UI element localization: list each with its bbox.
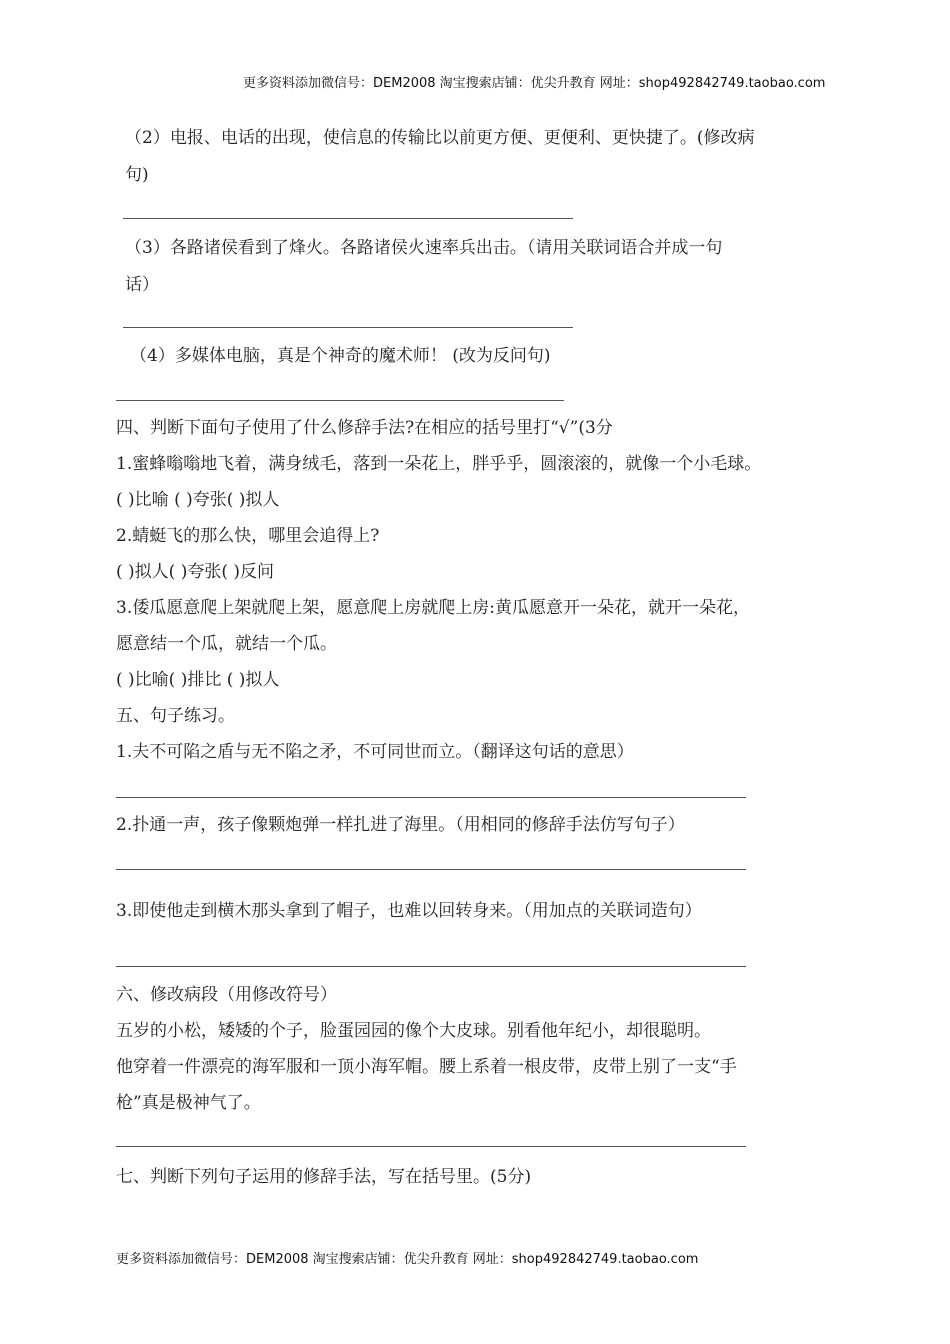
section-5-item-3: 3.即使他走到横木那头拿到了帽子，也难以回转身来。（用加点的关联词造句） <box>116 901 702 921</box>
question-3-3-line-2: 话） <box>125 275 159 295</box>
answer-line <box>116 797 746 798</box>
section-6-paragraph-line-3: 枪”真是极神气了。 <box>116 1093 261 1113</box>
section-4-title: 四、判断下面句子使用了什么修辞手法?在相应的括号里打“√”(3分 <box>116 418 613 438</box>
question-3-3-line-1: （3）各路诸侯看到了烽火。各路诸侯火速率兵出击。（请用关联词语合并成一句 <box>125 238 723 258</box>
question-3-2-line-1: （2）电报、电话的出现，使信息的传输比以前更方便、更便利、更快捷了。(修改病 <box>125 128 755 148</box>
answer-line <box>116 966 746 967</box>
section-6-paragraph-line-2: 他穿着一件漂亮的海军服和一顶小海军帽。腰上系着一根皮带，皮带上别了一支“手 <box>116 1057 737 1077</box>
section-5-item-1: 1.夫不可陷之盾与无不陷之矛，不可同世而立。（翻译这句话的意思） <box>116 742 634 762</box>
section-4-item-1-options: ( )比喻 ( )夸张( )拟人 <box>116 490 280 510</box>
section-6-paragraph-line-1: 五岁的小松，矮矮的个子，脸蛋园园的像个大皮球。别看他年纪小，却很聪明。 <box>116 1021 711 1041</box>
page-header: 更多资料添加微信号：DEM2008 淘宝搜索店铺：优尖升教育 网址：shop492842749.taobao.com <box>243 76 826 91</box>
section-4-item-3-options: ( )比喻( )排比 ( )拟人 <box>116 670 280 690</box>
section-4-item-3-line-2: 愿意结一个瓜，就结一个瓜。 <box>116 634 337 654</box>
answer-line <box>123 218 573 219</box>
section-4-item-2-options: ( )拟人( )夸张( )反问 <box>116 562 275 582</box>
section-7-title: 七、判断下列句子运用的修辞手法，写在括号里。(5分) <box>116 1167 532 1187</box>
section-4-item-2: 2.蜻蜓飞的那么快，哪里会追得上? <box>116 526 380 546</box>
answer-line <box>123 327 573 328</box>
section-6-title: 六、修改病段（用修改符号） <box>116 985 337 1005</box>
question-3-4: （4）多媒体电脑，真是个神奇的魔术师！ (改为反问句) <box>130 346 551 366</box>
section-5-title: 五、句子练习。 <box>116 706 235 726</box>
section-4-item-1: 1.蜜蜂嗡嗡地飞着，满身绒毛，落到一朵花上，胖乎乎，圆滚滚的，就像一个小毛球。 <box>116 454 762 474</box>
answer-line <box>116 869 746 870</box>
answer-line <box>116 1146 746 1147</box>
section-4-item-3-line-1: 3.倭瓜愿意爬上架就爬上架，愿意爬上房就爬上房:黄瓜愿意开一朵花，就开一朵花， <box>116 598 750 618</box>
section-5-item-2: 2.扑通一声，孩子像颗炮弹一样扎进了海里。（用相同的修辞手法仿写句子） <box>116 815 685 835</box>
question-3-2-line-2: 句) <box>125 165 149 185</box>
answer-line <box>116 400 564 401</box>
page-footer: 更多资料添加微信号：DEM2008 淘宝搜索店铺：优尖升教育 网址：shop492842749.taobao.com <box>116 1252 699 1267</box>
